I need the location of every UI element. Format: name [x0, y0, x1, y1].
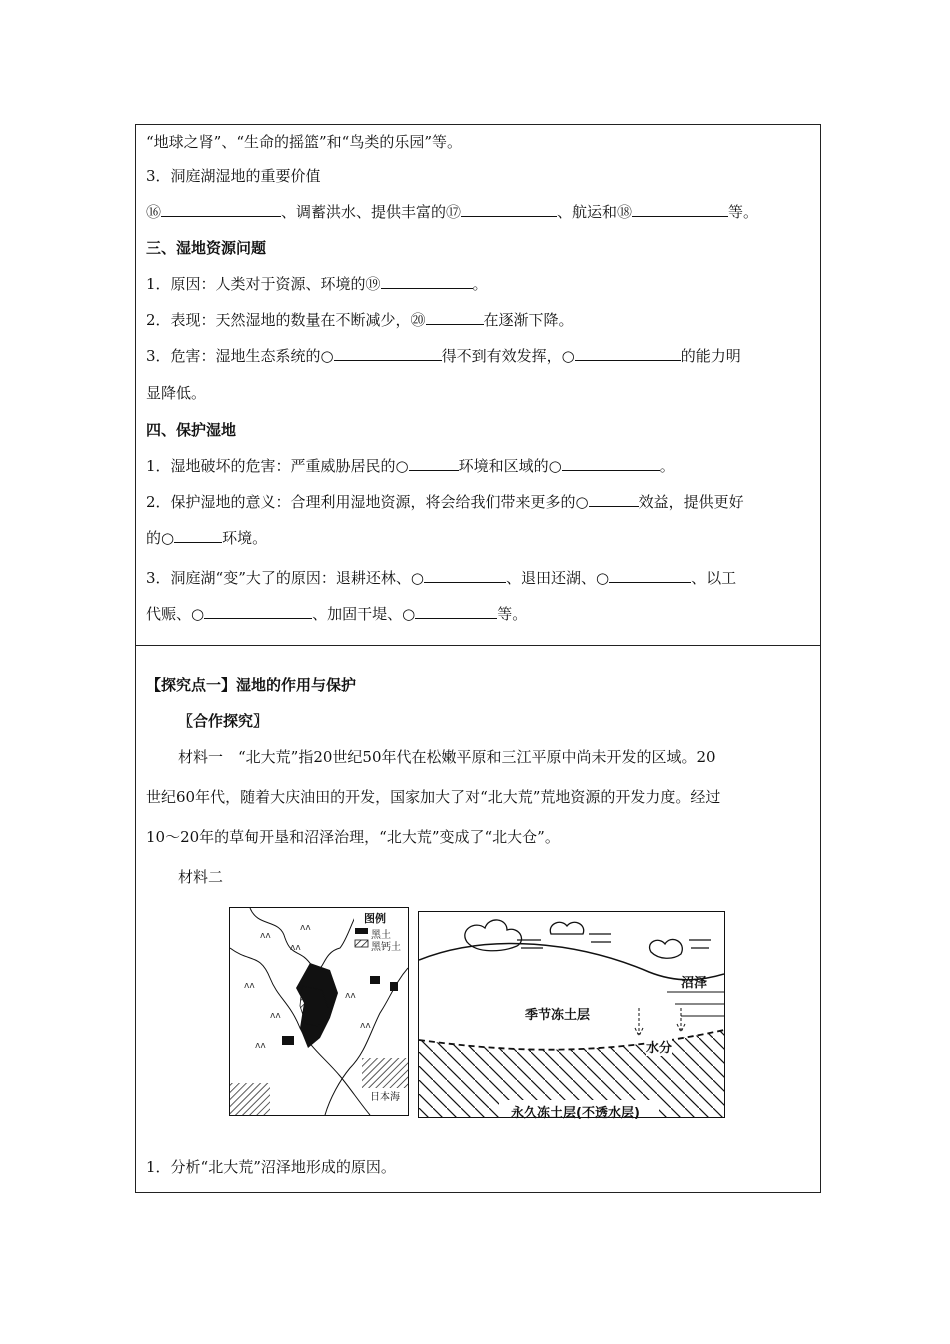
- blank[interactable]: [562, 455, 660, 471]
- material-1: 10～20年的草甸开垦和沼泽治理，“北大荒”变成了“北大仓”。: [146, 828, 560, 846]
- text-line: 代赈、○ 、加固干堤、○ 等。: [146, 605, 528, 623]
- blank[interactable]: [174, 527, 222, 543]
- cooperative-inquiry-heading: 〖合作探究〗: [178, 712, 269, 730]
- blank[interactable]: [334, 345, 442, 361]
- blank[interactable]: [609, 567, 691, 583]
- swamp-label: 沼泽: [681, 976, 708, 991]
- text-line: 3．洞庭湖湿地的重要价值: [146, 167, 321, 185]
- blank-19[interactable]: [381, 273, 473, 289]
- section-heading: 四、保护湿地: [146, 421, 237, 439]
- svg-text:ʌʌ: ʌʌ: [270, 1011, 281, 1021]
- svg-text:ʌʌ: ʌʌ: [300, 923, 311, 933]
- text-line: ⑯ 、调蓄洪水、提供丰富的⑰ 、航运和⑱ 等。: [146, 203, 759, 221]
- question-1: 1．分析“北大荒”沼泽地形成的原因。: [146, 1158, 396, 1176]
- text-line: 显降低。: [146, 384, 207, 402]
- text-line: 3．洞庭湖“变”大了的原因：退耕还林、○ 、退田还湖、○ 、以工: [146, 569, 737, 587]
- svg-text:ʌʌ: ʌʌ: [255, 1041, 266, 1051]
- text-line: 1．原因：人类对于资源、环境的⑲ 。: [146, 275, 488, 293]
- text-line: 2．保护湿地的意义：合理利用湿地资源，将会给我们带来更多的○ 效益，提供更好: [146, 493, 744, 511]
- legend-chernozem: 黑钙土: [371, 942, 401, 953]
- upper-table-cell: [135, 124, 821, 646]
- blank[interactable]: [589, 491, 639, 507]
- svg-text:ʌʌ: ʌʌ: [244, 981, 255, 991]
- blank[interactable]: [424, 567, 506, 583]
- blank[interactable]: [415, 603, 497, 619]
- blank-18[interactable]: [632, 201, 728, 217]
- seasonal-frost-label: 季节冻土层: [525, 1008, 591, 1023]
- text-line: “地球之肾”、“生命的摇篮”和“鸟类的乐园”等。: [146, 133, 463, 151]
- sea-label: 日本海: [370, 1092, 400, 1103]
- svg-text:ʌʌ: ʌʌ: [345, 991, 356, 1001]
- legend-black-soil: 黑土: [371, 930, 391, 941]
- section-heading: 三、湿地资源问题: [146, 239, 267, 257]
- blank-20[interactable]: [426, 309, 484, 325]
- legend-title: 图例: [364, 912, 386, 925]
- soil-map-figure: [229, 907, 409, 1116]
- text-line: 1．湿地破坏的危害：严重威胁居民的○ 环境和区域的○ 。: [146, 457, 675, 475]
- svg-text:ʌʌ: ʌʌ: [360, 1021, 371, 1031]
- text-line: 2．表现：天然湿地的数量在不断减少，⑳ 在逐渐下降。: [146, 311, 574, 329]
- blank[interactable]: [409, 455, 459, 471]
- blank[interactable]: [575, 345, 681, 361]
- text-line: 的○ 环境。: [146, 529, 268, 547]
- svg-text:ʌʌ: ʌʌ: [260, 931, 271, 941]
- material-1: 材料一 “北大荒”指20世纪50年代在松嫩平原和三江平原中尚未开发的区域。20: [178, 748, 716, 766]
- blank-16[interactable]: [161, 201, 281, 217]
- blank-17[interactable]: [461, 201, 557, 217]
- inquiry-title: 【探究点一】湿地的作用与保护: [146, 676, 357, 694]
- water-label: 水分: [646, 1037, 672, 1056]
- blank[interactable]: [204, 603, 312, 619]
- material-2-label: 材料二: [178, 868, 224, 886]
- material-1: 世纪60年代，随着大庆油田的开发，国家加大了对“北大荒”荒地资源的开发力度。经过: [146, 788, 721, 806]
- svg-text:ʌʌ: ʌʌ: [290, 943, 301, 953]
- text-line: 3．危害：湿地生态系统的○ 得不到有效发挥，○ 的能力明: [146, 347, 741, 365]
- permafrost-label: 永久冻土层(不透水层): [511, 1106, 640, 1121]
- permafrost-profile-figure: [418, 911, 725, 1121]
